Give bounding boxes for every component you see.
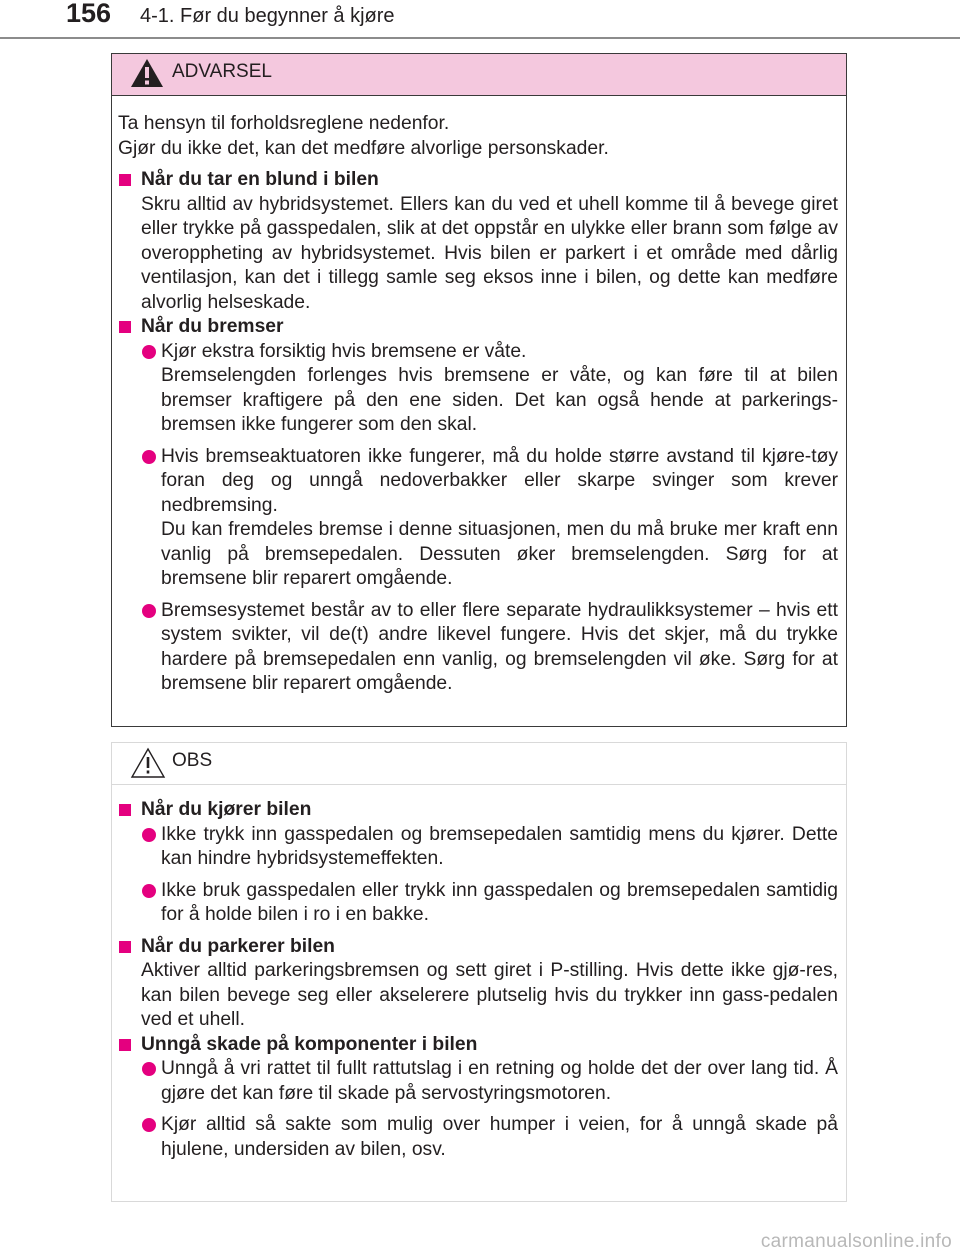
warning-box bbox=[111, 53, 847, 727]
circle-bullet-icon bbox=[142, 345, 156, 359]
warning-triangle-icon bbox=[130, 58, 164, 88]
warning-content bbox=[112, 96, 846, 697]
heading-text: Når du tar en blund i bilen bbox=[141, 169, 379, 190]
square-bullet-icon bbox=[119, 321, 131, 333]
warning-title: ADVARSEL bbox=[172, 61, 272, 82]
warning-header bbox=[112, 54, 846, 96]
section-title: 4-1. Før du begynner å kjøre bbox=[140, 5, 395, 27]
heading-text: Når du bremser bbox=[141, 316, 284, 337]
list-item bbox=[117, 340, 838, 438]
circle-bullet-icon bbox=[142, 1062, 156, 1076]
heading-text: Når du parkerer bilen bbox=[141, 935, 335, 957]
circle-bullet-icon bbox=[142, 884, 156, 898]
notice-box bbox=[111, 742, 847, 1202]
notice-content bbox=[112, 785, 846, 1162]
page-number: 156 bbox=[66, 0, 112, 28]
list-item bbox=[117, 823, 838, 872]
section-heading bbox=[117, 315, 838, 340]
warning-intro bbox=[118, 112, 838, 161]
intro-line: Ta hensyn til forholdsreglene nedenfor. bbox=[118, 113, 450, 134]
bullet-text: Du kan fremdeles bremse i denne situasjonen, men du må bruke mer kraft enn vanlig på bremsepedalen. Dessuten øker bremselengden. Sørg for at bremsene blir reparert omgående. bbox=[161, 519, 838, 589]
list-item bbox=[117, 1057, 838, 1106]
section-heading bbox=[117, 1033, 838, 1058]
section-heading bbox=[117, 168, 838, 193]
square-bullet-icon bbox=[119, 174, 131, 186]
heading-text: Unngå skade på komponenter i bilen bbox=[141, 1033, 478, 1055]
bullet-text: Ikke bruk gasspedalen eller trykk inn gasspedalen og bremsepedalen samtidig for å holde bilen i ro i en bakke. bbox=[161, 879, 838, 925]
bullet-text: Ikke trykk inn gasspedalen og bremsepedalen samtidig mens du kjører. Dette kan hindre hybridsystemeffekten. bbox=[161, 823, 838, 869]
notice-title: OBS bbox=[172, 750, 213, 771]
bullet-text: Hvis bremseaktuatoren ikke fungerer, må du holde større avstand til kjøre-tøy foran deg og unngå nedoverbakker eller skarpe svinger som krever nedbremsing. bbox=[161, 445, 838, 516]
bullet-text: Kjør alltid så sakte som mulig over humper i veien, for å unngå skade på hjulene, undersiden av bilen, osv. bbox=[161, 1114, 838, 1160]
section-heading bbox=[117, 798, 838, 823]
circle-bullet-icon bbox=[142, 828, 156, 842]
heading-text: Når du kjører bilen bbox=[141, 799, 312, 820]
square-bullet-icon bbox=[119, 941, 131, 953]
circle-bullet-icon bbox=[142, 604, 156, 618]
list-item bbox=[117, 599, 838, 697]
bullet-text: Bremsesystemet består av to eller flere separate hydraulikksystemer – hvis ett system svikter, vil de(t) andre likevel fungere. Hvis det skjer, må du trykke hardere på bremsepedalen enn vanlig, og bremselengden vil øke. Sørg for at bremsene blir reparert omgående. bbox=[161, 599, 838, 694]
watermark: carmanualsonline.info bbox=[760, 1231, 952, 1252]
bullet-text: Kjør ekstra forsiktig hvis bremsene er våte. bbox=[161, 340, 527, 362]
page-header bbox=[0, 0, 960, 40]
notice-header bbox=[112, 743, 846, 785]
square-bullet-icon bbox=[119, 804, 131, 816]
list-item bbox=[117, 445, 838, 592]
list-item bbox=[117, 879, 838, 928]
caution-triangle-outline-icon bbox=[130, 747, 166, 779]
body-paragraph: Aktiver alltid parkeringsbremsen og sett giret i P-stilling. Hvis dette ikke gjø-res, kan bilen bevege seg eller akselerere plutselig hvis du trykker inn gass-pedalen ved et uhell. bbox=[141, 960, 838, 1030]
list-item bbox=[117, 1113, 838, 1162]
bullet-text: Unngå å vri rattet til fullt rattutslag i en retning og holde det der over lang tid. Å gjøre det kan føre til skade på servostyringsmotoren. bbox=[161, 1058, 838, 1104]
bullet-text: Bremselengden forlenges hvis bremsene er våte, og kan føre til at bilen bremser kraftigere på den ene siden. Det kan også hende at parkerings-bremsen ikke fungerer som den skal. bbox=[161, 365, 838, 435]
header-rule bbox=[0, 37, 960, 39]
square-bullet-icon bbox=[119, 1039, 131, 1051]
intro-line: Gjør du ikke det, kan det medføre alvorlige personskader. bbox=[118, 137, 609, 159]
circle-bullet-icon bbox=[142, 450, 156, 464]
circle-bullet-icon bbox=[142, 1118, 156, 1132]
section-heading bbox=[117, 935, 838, 960]
body-paragraph: Skru alltid av hybridsystemet. Ellers kan du ved et uhell komme til å bevege giret eller trykke på gasspedalen, slik at det oppstår en ulykke eller brann som følge av overoppheting av hybridsystemet. Hvis bilen er parkert i et område med dårlig ventilasjon, kan det i tillegg samle seg eksos inne i bilen, og dette kan medføre alvorlig helseskade. bbox=[141, 193, 838, 313]
